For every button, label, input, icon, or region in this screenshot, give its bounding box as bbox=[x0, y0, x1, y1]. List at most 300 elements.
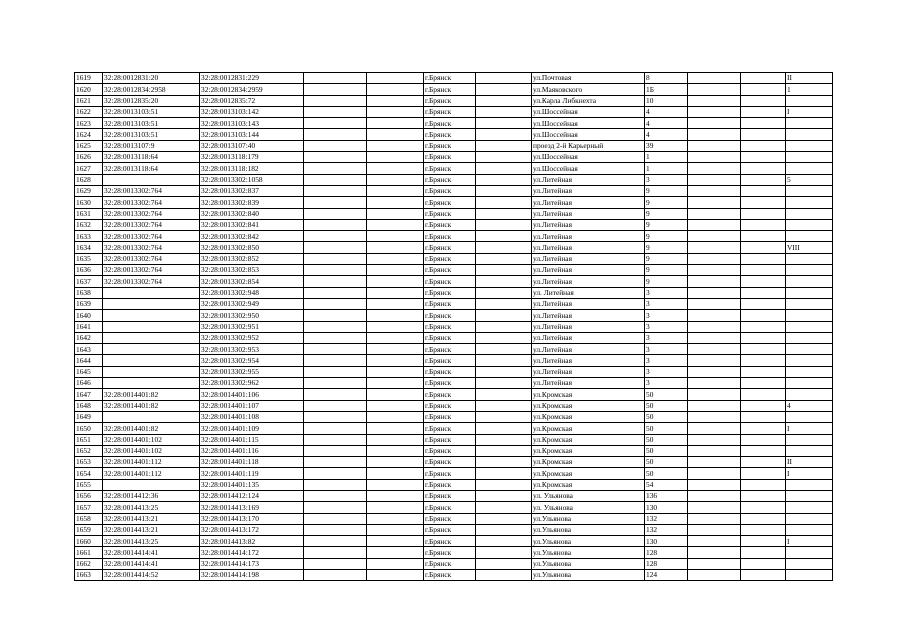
cell-col-7 bbox=[476, 502, 532, 513]
cell-premises-number bbox=[786, 163, 833, 174]
cell-street: ул.Кромская bbox=[532, 468, 645, 479]
cell-col-7 bbox=[476, 118, 532, 129]
cell-col-7 bbox=[476, 84, 532, 95]
cell-col-7 bbox=[476, 174, 532, 185]
table-row bbox=[75, 84, 833, 95]
cell-col-10 bbox=[688, 231, 741, 242]
cell-row-number: 1645 bbox=[75, 366, 103, 377]
table-row bbox=[75, 298, 833, 309]
cell-col-4 bbox=[304, 400, 367, 411]
cell-cadastral-number: 32:28:0013103:142 bbox=[200, 106, 304, 117]
cell-row-number: 1622 bbox=[75, 106, 103, 117]
cell-premises-number bbox=[786, 152, 833, 163]
cell-col-7 bbox=[476, 344, 532, 355]
cell-row-number: 1661 bbox=[75, 547, 103, 558]
cell-col-10 bbox=[688, 73, 741, 84]
cell-col-5 bbox=[367, 468, 424, 479]
cell-street: проезд 2-й Карьерный bbox=[532, 140, 645, 151]
cell-col-10 bbox=[688, 185, 741, 196]
cell-premises-number bbox=[786, 378, 833, 389]
cell-row-number: 1646 bbox=[75, 378, 103, 389]
cell-col-4 bbox=[304, 490, 367, 501]
cell-col-5 bbox=[367, 366, 424, 377]
cell-cadastral-number: 32:28:0012834:2959 bbox=[200, 84, 304, 95]
cell-col-4 bbox=[304, 163, 367, 174]
cell-col-5 bbox=[367, 400, 424, 411]
cell-cadastral-number: 32:28:0013302:840 bbox=[200, 208, 304, 219]
table-row bbox=[75, 513, 833, 524]
cell-house-number: 9 bbox=[645, 219, 688, 230]
cell-parent-cadastral-number: 32:28:0012835:20 bbox=[103, 95, 200, 106]
cell-city: г.Брянск bbox=[424, 389, 476, 400]
table-row bbox=[75, 479, 833, 490]
cell-col-11 bbox=[741, 502, 786, 513]
cell-street: ул.Литейная bbox=[532, 366, 645, 377]
cell-col-10 bbox=[688, 129, 741, 140]
cell-col-11 bbox=[741, 163, 786, 174]
cell-col-4 bbox=[304, 95, 367, 106]
cell-col-4 bbox=[304, 502, 367, 513]
cell-street: ул.Ульянова bbox=[532, 536, 645, 547]
cell-parent-cadastral-number bbox=[103, 355, 200, 366]
table-row bbox=[75, 502, 833, 513]
cell-house-number: 132 bbox=[645, 513, 688, 524]
cell-premises-number bbox=[786, 118, 833, 129]
cell-premises-number bbox=[786, 95, 833, 106]
cell-col-10 bbox=[688, 118, 741, 129]
cell-col-11 bbox=[741, 174, 786, 185]
cell-col-10 bbox=[688, 536, 741, 547]
cell-col-5 bbox=[367, 95, 424, 106]
cell-col-4 bbox=[304, 479, 367, 490]
cell-col-11 bbox=[741, 457, 786, 468]
table-row bbox=[75, 355, 833, 366]
cell-col-4 bbox=[304, 344, 367, 355]
cell-house-number: 9 bbox=[645, 276, 688, 287]
cell-parent-cadastral-number: 32:28:0014401:82 bbox=[103, 400, 200, 411]
cell-col-5 bbox=[367, 174, 424, 185]
cell-row-number: 1652 bbox=[75, 445, 103, 456]
cell-parent-cadastral-number: 32:28:0013118:64 bbox=[103, 163, 200, 174]
cell-col-7 bbox=[476, 298, 532, 309]
cell-row-number: 1659 bbox=[75, 524, 103, 535]
cell-city: г.Брянск bbox=[424, 106, 476, 117]
cell-col-7 bbox=[476, 524, 532, 535]
cell-street: ул.Ульянова bbox=[532, 524, 645, 535]
cell-col-7 bbox=[476, 287, 532, 298]
cell-street: ул.Литейная bbox=[532, 378, 645, 389]
cell-row-number: 1647 bbox=[75, 389, 103, 400]
cell-col-5 bbox=[367, 558, 424, 569]
cell-premises-number: II bbox=[786, 457, 833, 468]
cell-col-10 bbox=[688, 298, 741, 309]
cell-street: ул.Ульянова bbox=[532, 570, 645, 581]
cell-street: ул.Литейная bbox=[532, 321, 645, 332]
cell-col-4 bbox=[304, 84, 367, 95]
cell-col-4 bbox=[304, 310, 367, 321]
cell-parent-cadastral-number bbox=[103, 378, 200, 389]
cell-parent-cadastral-number: 32:28:0014412:36 bbox=[103, 490, 200, 501]
cell-parent-cadastral-number bbox=[103, 310, 200, 321]
cell-parent-cadastral-number: 32:28:0013103:51 bbox=[103, 129, 200, 140]
cell-city: г.Брянск bbox=[424, 152, 476, 163]
cell-street: ул. Ульянова bbox=[532, 502, 645, 513]
cell-cadastral-number: 32:28:0014401:107 bbox=[200, 400, 304, 411]
cell-city: г.Брянск bbox=[424, 502, 476, 513]
cell-col-7 bbox=[476, 558, 532, 569]
cell-col-11 bbox=[741, 570, 786, 581]
cell-col-10 bbox=[688, 321, 741, 332]
cell-premises-number bbox=[786, 434, 833, 445]
table-row bbox=[75, 400, 833, 411]
table-row bbox=[75, 332, 833, 343]
cell-col-7 bbox=[476, 129, 532, 140]
cell-city: г.Брянск bbox=[424, 276, 476, 287]
cell-city: г.Брянск bbox=[424, 174, 476, 185]
cell-col-11 bbox=[741, 423, 786, 434]
cell-col-11 bbox=[741, 344, 786, 355]
cell-col-5 bbox=[367, 140, 424, 151]
cell-col-11 bbox=[741, 355, 786, 366]
cell-col-7 bbox=[476, 73, 532, 84]
cell-col-11 bbox=[741, 84, 786, 95]
cell-col-11 bbox=[741, 513, 786, 524]
cell-col-5 bbox=[367, 73, 424, 84]
cell-col-5 bbox=[367, 287, 424, 298]
cell-street: ул.Шоссейная bbox=[532, 163, 645, 174]
cell-col-11 bbox=[741, 479, 786, 490]
cell-col-4 bbox=[304, 129, 367, 140]
cell-city: г.Брянск bbox=[424, 95, 476, 106]
cell-col-4 bbox=[304, 231, 367, 242]
cell-street: ул.Почтовая bbox=[532, 73, 645, 84]
cell-house-number: 1 bbox=[645, 163, 688, 174]
cell-parent-cadastral-number: 32:28:0014413:21 bbox=[103, 513, 200, 524]
cell-city: г.Брянск bbox=[424, 513, 476, 524]
cell-row-number: 1663 bbox=[75, 570, 103, 581]
cell-cadastral-number: 32:28:0013103:144 bbox=[200, 129, 304, 140]
table-row bbox=[75, 423, 833, 434]
cell-col-10 bbox=[688, 411, 741, 422]
cell-col-10 bbox=[688, 310, 741, 321]
table-row bbox=[75, 106, 833, 117]
cell-premises-number: I bbox=[786, 423, 833, 434]
cell-cadastral-number: 32:28:0013302:950 bbox=[200, 310, 304, 321]
cell-house-number: 136 bbox=[645, 490, 688, 501]
register-table-body bbox=[75, 73, 833, 581]
cell-col-5 bbox=[367, 253, 424, 264]
cell-col-7 bbox=[476, 400, 532, 411]
cell-col-5 bbox=[367, 106, 424, 117]
cell-col-4 bbox=[304, 253, 367, 264]
cell-city: г.Брянск bbox=[424, 73, 476, 84]
cell-house-number: 4 bbox=[645, 106, 688, 117]
cell-col-5 bbox=[367, 219, 424, 230]
cell-premises-number bbox=[786, 389, 833, 400]
cell-col-11 bbox=[741, 140, 786, 151]
cell-col-11 bbox=[741, 253, 786, 264]
cell-row-number: 1628 bbox=[75, 174, 103, 185]
cell-premises-number bbox=[786, 490, 833, 501]
cell-city: г.Брянск bbox=[424, 457, 476, 468]
cell-col-10 bbox=[688, 502, 741, 513]
cell-cadastral-number: 32:28:0014401:109 bbox=[200, 423, 304, 434]
cell-cadastral-number: 32:28:0014414:173 bbox=[200, 558, 304, 569]
cell-parent-cadastral-number: 32:28:0014414:41 bbox=[103, 558, 200, 569]
cell-row-number: 1656 bbox=[75, 490, 103, 501]
cell-city: г.Брянск bbox=[424, 185, 476, 196]
cell-col-10 bbox=[688, 445, 741, 456]
cell-street: ул.Ульянова bbox=[532, 547, 645, 558]
cell-col-4 bbox=[304, 321, 367, 332]
cell-col-10 bbox=[688, 513, 741, 524]
cell-street: ул.Литейная bbox=[532, 174, 645, 185]
cell-city: г.Брянск bbox=[424, 423, 476, 434]
table-row bbox=[75, 140, 833, 151]
cell-row-number: 1621 bbox=[75, 95, 103, 106]
cell-parent-cadastral-number: 32:28:0013302:764 bbox=[103, 231, 200, 242]
cell-house-number: 3 bbox=[645, 310, 688, 321]
table-row bbox=[75, 231, 833, 242]
cell-row-number: 1625 bbox=[75, 140, 103, 151]
cell-parent-cadastral-number: 32:28:0013302:764 bbox=[103, 242, 200, 253]
cell-house-number: 9 bbox=[645, 242, 688, 253]
cell-col-11 bbox=[741, 378, 786, 389]
cell-row-number: 1629 bbox=[75, 185, 103, 196]
cell-col-7 bbox=[476, 265, 532, 276]
cell-city: г.Брянск bbox=[424, 242, 476, 253]
cell-row-number: 1633 bbox=[75, 231, 103, 242]
cell-cadastral-number: 32:28:0013302:854 bbox=[200, 276, 304, 287]
cell-street: ул.Литейная bbox=[532, 197, 645, 208]
table-row bbox=[75, 163, 833, 174]
cell-col-11 bbox=[741, 197, 786, 208]
cell-premises-number bbox=[786, 344, 833, 355]
cell-parent-cadastral-number: 32:28:0012834:2958 bbox=[103, 84, 200, 95]
cell-col-7 bbox=[476, 536, 532, 547]
cell-col-5 bbox=[367, 389, 424, 400]
cell-parent-cadastral-number: 32:28:0013302:764 bbox=[103, 253, 200, 264]
cell-cadastral-number: 32:28:0014401:115 bbox=[200, 434, 304, 445]
cell-col-11 bbox=[741, 445, 786, 456]
cell-col-11 bbox=[741, 298, 786, 309]
cell-col-4 bbox=[304, 219, 367, 230]
cell-city: г.Брянск bbox=[424, 468, 476, 479]
cell-city: г.Брянск bbox=[424, 536, 476, 547]
cell-premises-number: 5 bbox=[786, 174, 833, 185]
cell-row-number: 1626 bbox=[75, 152, 103, 163]
cell-house-number: 54 bbox=[645, 479, 688, 490]
cell-premises-number bbox=[786, 366, 833, 377]
cell-parent-cadastral-number: 32:28:0013302:764 bbox=[103, 185, 200, 196]
cell-col-10 bbox=[688, 174, 741, 185]
cell-col-11 bbox=[741, 95, 786, 106]
table-row bbox=[75, 445, 833, 456]
table-row bbox=[75, 490, 833, 501]
cell-city: г.Брянск bbox=[424, 479, 476, 490]
cell-parent-cadastral-number: 32:28:0014401:112 bbox=[103, 468, 200, 479]
cell-cadastral-number: 32:28:0013302:841 bbox=[200, 219, 304, 230]
cell-col-4 bbox=[304, 434, 367, 445]
cell-col-11 bbox=[741, 106, 786, 117]
cell-col-7 bbox=[476, 95, 532, 106]
cell-parent-cadastral-number: 32:28:0014401:82 bbox=[103, 423, 200, 434]
cell-col-4 bbox=[304, 242, 367, 253]
cell-col-4 bbox=[304, 457, 367, 468]
cell-house-number: 3 bbox=[645, 355, 688, 366]
cell-col-5 bbox=[367, 355, 424, 366]
cell-col-10 bbox=[688, 558, 741, 569]
cell-col-10 bbox=[688, 253, 741, 264]
cell-col-7 bbox=[476, 197, 532, 208]
cell-premises-number bbox=[786, 570, 833, 581]
cell-col-5 bbox=[367, 457, 424, 468]
cell-parent-cadastral-number bbox=[103, 411, 200, 422]
cell-street: ул.Шоссейная bbox=[532, 106, 645, 117]
cell-city: г.Брянск bbox=[424, 400, 476, 411]
cell-city: г.Брянск bbox=[424, 298, 476, 309]
cell-house-number: 128 bbox=[645, 547, 688, 558]
cell-city: г.Брянск bbox=[424, 140, 476, 151]
cell-cadastral-number: 32:28:0014401:119 bbox=[200, 468, 304, 479]
cell-house-number: 130 bbox=[645, 502, 688, 513]
cell-premises-number bbox=[786, 298, 833, 309]
cell-street: ул.Кромская bbox=[532, 457, 645, 468]
cell-col-11 bbox=[741, 310, 786, 321]
cell-col-5 bbox=[367, 344, 424, 355]
cell-col-7 bbox=[476, 310, 532, 321]
table-row bbox=[75, 321, 833, 332]
cell-street: ул.Шоссейная bbox=[532, 152, 645, 163]
cell-col-7 bbox=[476, 242, 532, 253]
cell-premises-number: II bbox=[786, 73, 833, 84]
cell-row-number: 1639 bbox=[75, 298, 103, 309]
cell-city: г.Брянск bbox=[424, 547, 476, 558]
cell-col-10 bbox=[688, 570, 741, 581]
cell-col-4 bbox=[304, 197, 367, 208]
cell-row-number: 1653 bbox=[75, 457, 103, 468]
table-row bbox=[75, 73, 833, 84]
cell-house-number: 50 bbox=[645, 400, 688, 411]
table-row bbox=[75, 129, 833, 140]
cell-col-10 bbox=[688, 468, 741, 479]
cell-col-10 bbox=[688, 355, 741, 366]
cell-premises-number bbox=[786, 129, 833, 140]
cell-cadastral-number: 32:28:0014413:82 bbox=[200, 536, 304, 547]
cell-row-number: 1627 bbox=[75, 163, 103, 174]
cell-cadastral-number: 32:28:0014412:124 bbox=[200, 490, 304, 501]
table-row bbox=[75, 95, 833, 106]
cell-col-4 bbox=[304, 536, 367, 547]
cell-house-number: 50 bbox=[645, 389, 688, 400]
cell-premises-number bbox=[786, 287, 833, 298]
cell-col-4 bbox=[304, 355, 367, 366]
cell-street: ул.Литейная bbox=[532, 332, 645, 343]
cell-cadastral-number: 32:28:0013118:179 bbox=[200, 152, 304, 163]
cell-parent-cadastral-number: 32:28:0014414:52 bbox=[103, 570, 200, 581]
cell-col-10 bbox=[688, 332, 741, 343]
cell-col-10 bbox=[688, 140, 741, 151]
cell-col-5 bbox=[367, 185, 424, 196]
cell-col-4 bbox=[304, 445, 367, 456]
cell-street: ул.Литейная bbox=[532, 265, 645, 276]
cell-row-number: 1630 bbox=[75, 197, 103, 208]
cell-cadastral-number: 32:28:0013118:182 bbox=[200, 163, 304, 174]
cell-col-4 bbox=[304, 366, 367, 377]
cell-city: г.Брянск bbox=[424, 118, 476, 129]
cell-parent-cadastral-number: 32:28:0014413:25 bbox=[103, 536, 200, 547]
cell-cadastral-number: 32:28:0013302:949 bbox=[200, 298, 304, 309]
cell-parent-cadastral-number: 32:28:0014401:112 bbox=[103, 457, 200, 468]
cell-house-number: 3 bbox=[645, 378, 688, 389]
cell-row-number: 1643 bbox=[75, 344, 103, 355]
cell-col-10 bbox=[688, 197, 741, 208]
cell-row-number: 1657 bbox=[75, 502, 103, 513]
cell-premises-number bbox=[786, 310, 833, 321]
cell-parent-cadastral-number bbox=[103, 332, 200, 343]
cell-row-number: 1640 bbox=[75, 310, 103, 321]
cell-house-number: 8 bbox=[645, 73, 688, 84]
cell-city: г.Брянск bbox=[424, 570, 476, 581]
cell-cadastral-number: 32:28:0014413:169 bbox=[200, 502, 304, 513]
cell-cadastral-number: 32:28:0013302:952 bbox=[200, 332, 304, 343]
cell-cadastral-number: 32:28:0013302:962 bbox=[200, 378, 304, 389]
cell-cadastral-number: 32:28:0013302:853 bbox=[200, 265, 304, 276]
cell-parent-cadastral-number: 32:28:0013302:764 bbox=[103, 197, 200, 208]
cell-col-11 bbox=[741, 558, 786, 569]
cell-street: ул.Маяковского bbox=[532, 84, 645, 95]
table-row bbox=[75, 276, 833, 287]
cell-col-7 bbox=[476, 490, 532, 501]
cell-parent-cadastral-number: 32:28:0013103:51 bbox=[103, 106, 200, 117]
cell-col-7 bbox=[476, 208, 532, 219]
table-row bbox=[75, 208, 833, 219]
cell-city: г.Брянск bbox=[424, 434, 476, 445]
cell-col-5 bbox=[367, 321, 424, 332]
cell-city: г.Брянск bbox=[424, 445, 476, 456]
cell-col-11 bbox=[741, 536, 786, 547]
table-row bbox=[75, 558, 833, 569]
cell-col-7 bbox=[476, 253, 532, 264]
cell-parent-cadastral-number bbox=[103, 298, 200, 309]
cell-col-5 bbox=[367, 231, 424, 242]
cell-city: г.Брянск bbox=[424, 524, 476, 535]
cell-col-4 bbox=[304, 118, 367, 129]
cell-col-11 bbox=[741, 219, 786, 230]
cell-col-7 bbox=[476, 445, 532, 456]
cell-street: ул.Литейная bbox=[532, 185, 645, 196]
cell-street: ул.Литейная bbox=[532, 242, 645, 253]
cell-cadastral-number: 32:28:0014401:118 bbox=[200, 457, 304, 468]
cell-cadastral-number: 32:28:0013302:842 bbox=[200, 231, 304, 242]
cell-city: г.Брянск bbox=[424, 378, 476, 389]
cell-col-5 bbox=[367, 129, 424, 140]
cell-street: ул.Кромская bbox=[532, 400, 645, 411]
cell-col-5 bbox=[367, 423, 424, 434]
cell-cadastral-number: 32:28:0013302:948 bbox=[200, 287, 304, 298]
cell-col-4 bbox=[304, 513, 367, 524]
cell-col-4 bbox=[304, 208, 367, 219]
cell-col-5 bbox=[367, 445, 424, 456]
cell-row-number: 1637 bbox=[75, 276, 103, 287]
cell-col-10 bbox=[688, 400, 741, 411]
cell-col-10 bbox=[688, 524, 741, 535]
table-row bbox=[75, 570, 833, 581]
cell-premises-number bbox=[786, 219, 833, 230]
cell-city: г.Брянск bbox=[424, 321, 476, 332]
cell-cadastral-number: 32:28:0013107:40 bbox=[200, 140, 304, 151]
cell-house-number: 3 bbox=[645, 298, 688, 309]
